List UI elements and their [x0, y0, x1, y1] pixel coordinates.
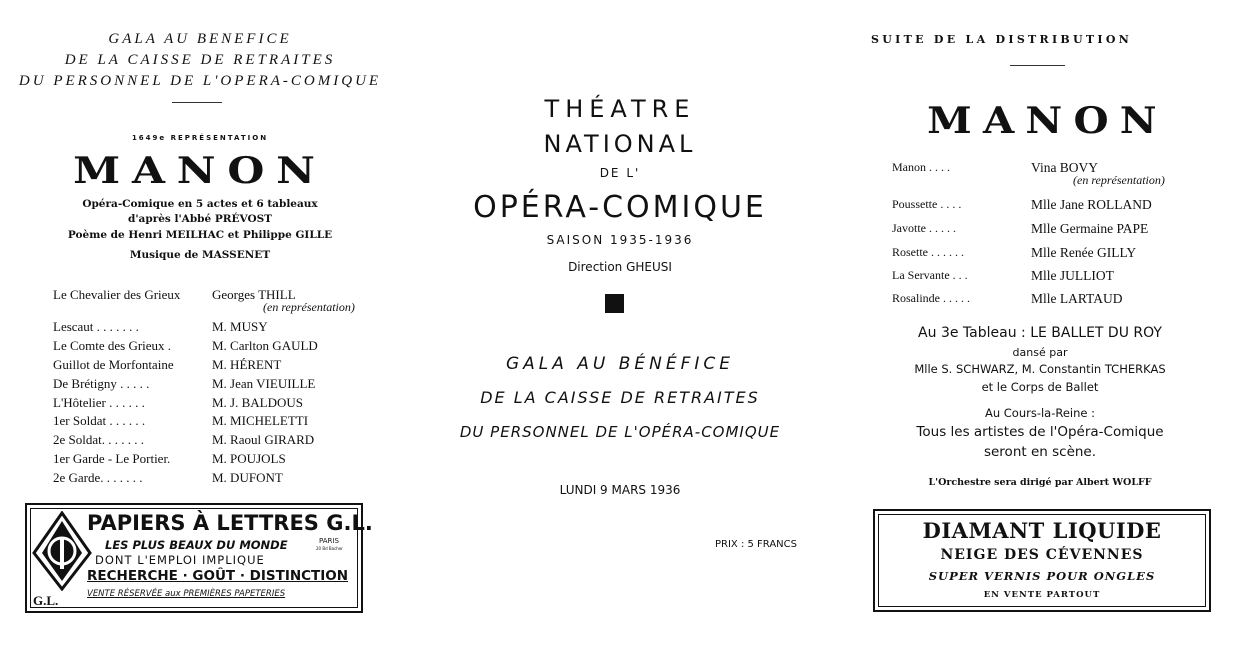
cast-actor: M. Carlton GAULD [212, 338, 318, 353]
cast-role: Rosette . . . . . . [892, 245, 964, 259]
national-line: NATIONAL [543, 130, 697, 158]
credit-line-2: d'après l'Abbé PRÉVOST [128, 213, 272, 225]
cast-actor: Mlle LARTAUD [1031, 291, 1123, 306]
danse-par: dansé par [1012, 346, 1068, 359]
corps-de-ballet: et le Corps de Ballet [981, 380, 1099, 394]
cast-role: 1er Garde - Le Portier. [53, 451, 171, 466]
left-page [0, 0, 400, 650]
performance-date: LUNDI 9 MARS 1936 [559, 483, 681, 497]
ad-line4: RECHERCHE · GOÛT · DISTINCTION [87, 568, 349, 584]
opera-title: MANON [927, 100, 1168, 142]
diamant-ad [873, 509, 1211, 612]
dancers: Mlle S. SCHWARZ, M. Constantin TCHERKAS [914, 362, 1166, 376]
cast-actor: M. Raoul GIRARD [212, 432, 315, 447]
cast-actor: Georges THILL [212, 287, 296, 302]
cast-actor: M. Jean VIEUILLE [212, 376, 316, 391]
cast-role: L'Hôtelier . . . . . . [53, 395, 145, 410]
theatre-line: THÉATRE [544, 95, 696, 123]
ad-city: PARIS [319, 537, 339, 545]
cast-actor: M. MICHELETTI [212, 413, 309, 428]
cast-role: Lescaut . . . . . . . [53, 319, 139, 334]
ad-line5: VENTE RÉSERVÉE aux PREMIÈRES PAPETERIES [87, 589, 286, 599]
cast-actor: M. J. BALDOUS [212, 395, 304, 410]
cast-role: Poussette . . . . [892, 197, 962, 211]
price: PRIX : 5 FRANCS [715, 539, 797, 550]
gala-center-2: DE LA CAISSE DE RETRAITES [480, 388, 760, 407]
credit-line-1: Opéra-Comique en 5 actes et 6 tableaux [82, 198, 318, 210]
cast-actor: Vina BOVY [1031, 160, 1099, 175]
ad-tagline: LES PLUS BEAUX DU MONDE [105, 538, 288, 552]
gala-line-2: DE LA CAISSE DE RETRAITES [64, 52, 336, 68]
gala-line-3: DU PERSONNEL DE L'OPERA-COMIQUE [18, 73, 382, 89]
cast-role: La Servante . . . [892, 268, 968, 282]
ballet-line: Au 3e Tableau : LE BALLET DU ROY [918, 325, 1162, 341]
cast-actor: M. MUSY [212, 319, 268, 334]
center-page [410, 0, 830, 650]
ad-monogram-text: G.L. [33, 593, 59, 608]
cast-role: Le Chevalier des Grieux [53, 287, 181, 302]
orchestra-conductor: L'Orchestre sera dirigé par Albert WOLFF [928, 477, 1152, 488]
de-line: DE L' [599, 166, 641, 180]
cast-role: 2e Soldat. . . . . . . [53, 432, 144, 447]
cast-role: Rosalinde . . . . . [892, 291, 970, 305]
black-square-ornament [605, 294, 624, 313]
papiers-ad [25, 503, 373, 613]
ad-line3: DONT L'EMPLOI IMPLIQUE [95, 553, 265, 567]
ad-address: 20 Bd Bacher [316, 546, 343, 551]
cast-role: 2e Garde. . . . . . . [53, 470, 143, 485]
cast-role: Manon . . . . [892, 160, 950, 174]
cast-role: Guillot de Morfontaine [53, 357, 174, 372]
cast-role: Le Comte des Grieux . [53, 338, 172, 353]
gala-center-1: GALA AU BÉNÉFICE [505, 354, 735, 374]
direction: Direction GHEUSI [568, 260, 672, 274]
divider [172, 102, 222, 103]
cast-role: Javotte . . . . . [892, 221, 956, 235]
cast-actor: Mlle Jane ROLLAND [1031, 197, 1152, 212]
bovy-note: (en représentation) [1073, 173, 1165, 187]
gala-line-1: GALA AU BENEFICE [108, 31, 292, 47]
opera-title: MANON [73, 150, 327, 192]
divider [1010, 65, 1065, 66]
credit-line-4: Musique de MASSENET [129, 249, 271, 261]
cast-role: 1er Soldat . . . . . . [53, 413, 146, 428]
thill-note: (en représentation) [263, 300, 355, 314]
cast-role: De Brétigny . . . . . [53, 376, 150, 391]
ad-title: PAPIERS À LETTRES G.L. [87, 511, 373, 535]
cast-actor: M. HÉRENT [212, 357, 282, 372]
opera-comique-title: OPÉRA-COMIQUE [473, 190, 767, 225]
ad-line3: SUPER VERNIS POUR ONGLES [928, 569, 1156, 583]
representation-number: 1649e REPRÉSENTATION [131, 134, 269, 142]
cours-la-reine: Au Cours-la-Reine : [984, 406, 1096, 420]
credit-line-3: Poème de Henri MEILHAC et Philippe GILLE [67, 229, 333, 241]
cast-actor: M. POUJOLS [212, 451, 286, 466]
cast-actor: Mlle Germaine PAPE [1031, 221, 1149, 236]
distribution-header: SUITE DE LA DISTRIBUTION [871, 33, 1133, 46]
ad-title: DIAMANT LIQUIDE [922, 518, 1162, 543]
season: SAISON 1935-1936 [546, 233, 694, 247]
right-page [855, 0, 1235, 650]
artists-line-1: Tous les artistes de l'Opéra-Comique [916, 424, 1164, 440]
gala-center-3: DU PERSONNEL DE L'OPÉRA-COMIQUE [459, 423, 781, 441]
ad-line2: NEIGE DES CÉVENNES [940, 547, 1144, 563]
gl-monogram-icon [32, 511, 92, 591]
cast-actor: M. DUFONT [212, 470, 283, 485]
cast-actor: Mlle JULLIOT [1031, 268, 1114, 283]
cast-actor: Mlle Renée GILLY [1031, 245, 1137, 260]
artists-line-2: seront en scène. [983, 444, 1097, 460]
ad-line4: EN VENTE PARTOUT [983, 590, 1101, 600]
